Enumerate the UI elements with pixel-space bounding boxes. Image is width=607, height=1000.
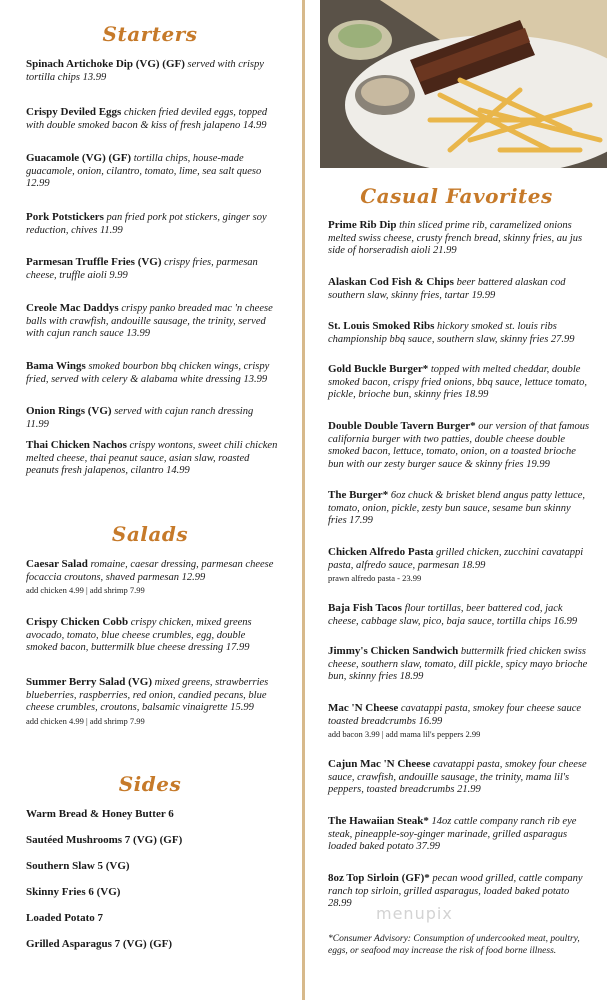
watermark: menupix	[376, 904, 453, 923]
menu-item	[26, 58, 278, 84]
item-desc: crispy chicken, mixed greens avocado, tomato, blue cheese crumbles, egg, double smoked bacon, buttermilk blue cheese dressing 17.99	[26, 617, 252, 653]
menu-item	[328, 872, 590, 911]
item-desc: cavatappi pasta, smokey four cheese sauce, crawfish, andouille sausage, the trinity, mama lil's peppers, toasted breadcrumbs 21.99	[328, 759, 587, 795]
item-name: Caesar Salad	[26, 558, 88, 570]
item-name: Onion Rings (VG)	[26, 405, 112, 417]
side-item: Sautéed Mushrooms 7 (VG) (GF)	[26, 834, 183, 846]
item-desc: beer battered alaskan cod southern slaw, skinny fries, tartar 19.99	[328, 277, 566, 301]
item-desc: thin sliced prime rib, caramelized onions melted swiss cheese, crusty french bread, skinny fries, au jus side of horseradish aioli 21.99	[328, 220, 583, 256]
item-desc: 6oz chuck & brisket blend angus patty lettuce, tomato, onion, pickle, zesty bun sauce, sesame bun skinny fries 17.99	[328, 490, 586, 526]
column-divider	[302, 0, 305, 1000]
menu-item	[328, 320, 590, 346]
side-item: Southern Slaw 5 (VG)	[26, 860, 130, 872]
item-name: Bama Wings	[26, 360, 86, 372]
item-name: Alaskan Cod Fish & Chips	[328, 276, 454, 288]
item-desc: mixed greens, strawberries blueberries, raspberries, red onion, candied pecans, blue cheese crumbles, croutons, balsamic vinaigrette 15.99	[26, 677, 269, 713]
menu-item	[328, 546, 590, 584]
menu-item	[26, 360, 278, 386]
item-name: Chicken Alfredo Pasta	[328, 546, 434, 558]
item-desc: served with crispy tortilla chips 13.99	[26, 59, 264, 83]
menu-item	[328, 219, 590, 258]
menu-item	[26, 405, 278, 431]
menu-item	[26, 211, 278, 237]
consumer-advisory: *Consumer Advisory: Consumption of undercooked meat, poultry, eggs, or seafood may increase the risk of food borne illness.	[328, 934, 580, 956]
menu-item	[328, 758, 590, 797]
menu-item	[328, 420, 590, 471]
menu-item	[26, 302, 278, 341]
item-name: Guacamole (VG) (GF)	[26, 152, 132, 164]
item-name: Cajun Mac 'N Cheese	[328, 758, 431, 770]
casual-favorites-heading: Casual Favorites	[360, 184, 553, 208]
item-desc: chicken fried deviled eggs, topped with double smoked bacon & kiss of fresh jalapeno 14.99	[26, 107, 268, 131]
side-item: Loaded Potato 7	[26, 912, 103, 924]
item-desc: topped with melted cheddar, double smoked bacon, crispy fried onions, bbq sauce, lettuce tomato, pickle, brioche bun, skinny fries 18.99	[328, 364, 587, 400]
item-name: Crispy Chicken Cobb	[26, 616, 129, 628]
menu-item	[328, 363, 590, 402]
item-desc: romaine, caesar dressing, parmesan cheese focaccia croutons, shaved parmesan 12.99	[26, 559, 274, 583]
menu-item	[26, 256, 278, 282]
item-name: 8oz Top Sirloin (GF)*	[328, 872, 430, 884]
menu-item	[26, 152, 278, 191]
item-desc: smoked bourbon bbq chicken wings, crispy fried, served with celery & alabama white dressing 13.99	[26, 361, 270, 385]
menu-item	[328, 645, 590, 684]
menu-item	[26, 439, 278, 478]
starters-heading: Starters	[102, 22, 198, 46]
item-name: The Hawaiian Steak*	[328, 815, 429, 827]
item-desc: pan fried pork pot stickers, ginger soy reduction, chives 11.99	[26, 212, 267, 236]
sides-heading: Sides	[118, 772, 182, 796]
menu-item	[26, 106, 278, 132]
item-name: Creole Mac Daddys	[26, 302, 119, 314]
item-name: The Burger*	[328, 489, 389, 501]
side-item: Warm Bread & Honey Butter 6	[26, 808, 174, 820]
menu-item	[328, 489, 590, 528]
side-item: Grilled Asparagus 7 (VG) (GF)	[26, 938, 173, 950]
item-addon: add chicken 4.99 | add shrimp 7.99	[26, 585, 145, 595]
item-desc: grilled chicken, zucchini cavatappi pasta, alfredo sauce, parmesan 18.99	[328, 547, 584, 571]
menu-item	[26, 676, 278, 727]
item-desc: crispy wontons, sweet chili chicken melted cheese, thai peanut sauce, asian slaw, roasted peanuts fresh jalapenos, cilantro 14.99	[26, 440, 278, 476]
item-name: Parmesan Truffle Fries (VG)	[26, 256, 162, 268]
item-desc: our version of that famous california burger with two patties, double cheese double smoked bacon, lettuce, tomato, onion, on a toasted brioche bun with our zesty burger sauce & skinny fries 19.99	[328, 421, 590, 470]
menu-item	[328, 702, 590, 740]
menu-item	[328, 276, 590, 302]
item-desc: buttermilk fried chicken swiss cheese, southern slaw, tomato, dill pickle, spicy mayo brioche bun, skinny fries 18.99	[328, 646, 588, 682]
item-addon: prawn alfredo pasta - 23.99	[328, 573, 422, 583]
right-column	[306, 0, 607, 1000]
item-name: Double Double Tavern Burger*	[328, 420, 476, 432]
item-name: Gold Buckle Burger*	[328, 363, 429, 375]
item-addon: add chicken 4.99 | add shrimp 7.99	[26, 715, 145, 726]
side-item: Skinny Fries 6 (VG)	[26, 886, 121, 898]
item-desc: hickory smoked st. louis ribs championship bbq sauce, southern slaw, skinny fries 27.99	[328, 321, 575, 345]
item-desc: cavatappi pasta, smokey four cheese sauce toasted breadcrumbs 16.99	[328, 703, 582, 727]
item-name: Thai Chicken Nachos	[26, 439, 127, 451]
item-name: Summer Berry Salad (VG)	[26, 676, 152, 688]
item-name: Spinach Artichoke Dip (VG) (GF)	[26, 58, 185, 70]
food-photo	[320, 0, 607, 168]
item-name: Pork Potstickers	[26, 211, 104, 223]
item-desc: crispy panko breaded mac 'n cheese balls with crawfish, andouille sausage, the trinity, served with cajun ranch sauce 13.99	[26, 303, 273, 339]
item-desc: served with cajun ranch dressing 11.99	[26, 406, 254, 430]
item-name: Mac 'N Cheese	[328, 702, 399, 714]
menu-item	[26, 558, 278, 596]
item-name: Jimmy's Chicken Sandwich	[328, 645, 459, 657]
item-addon: add bacon 3.99 | add mama lil's peppers 2.99	[328, 729, 481, 739]
item-desc: crispy fries, parmesan cheese, truffle aioli 9.99	[26, 257, 258, 281]
salads-heading: Salads	[111, 522, 189, 546]
item-desc: flour tortillas, beer battered cod, jack cheese, cabbage slaw, pico, baja sauce, tortilla chips 16.99	[328, 603, 578, 627]
item-name: St. Louis Smoked Ribs	[328, 320, 435, 332]
item-desc: tortilla chips, house-made guacamole, onion, cilantro, tomato, lime, sea salt queso 12.99	[26, 153, 262, 189]
item-name: Prime Rib Dip	[328, 219, 397, 231]
item-name: Baja Fish Tacos	[328, 602, 402, 614]
menu-item	[328, 815, 590, 854]
item-desc: pecan wood grilled, cattle company ranch top sirloin, grilled asparagus, loaded baked potato 28.99	[328, 873, 583, 909]
menu-item	[328, 602, 590, 628]
menu-item	[26, 616, 278, 655]
ribs-and-fries-image	[320, 0, 607, 168]
item-desc: 14oz cattle company ranch rib eye steak, pineapple-soy-ginger marinade, grilled asparagus loaded baked potato 37.99	[328, 816, 577, 852]
item-name: Crispy Deviled Eggs	[26, 106, 122, 118]
left-column	[0, 0, 300, 1000]
